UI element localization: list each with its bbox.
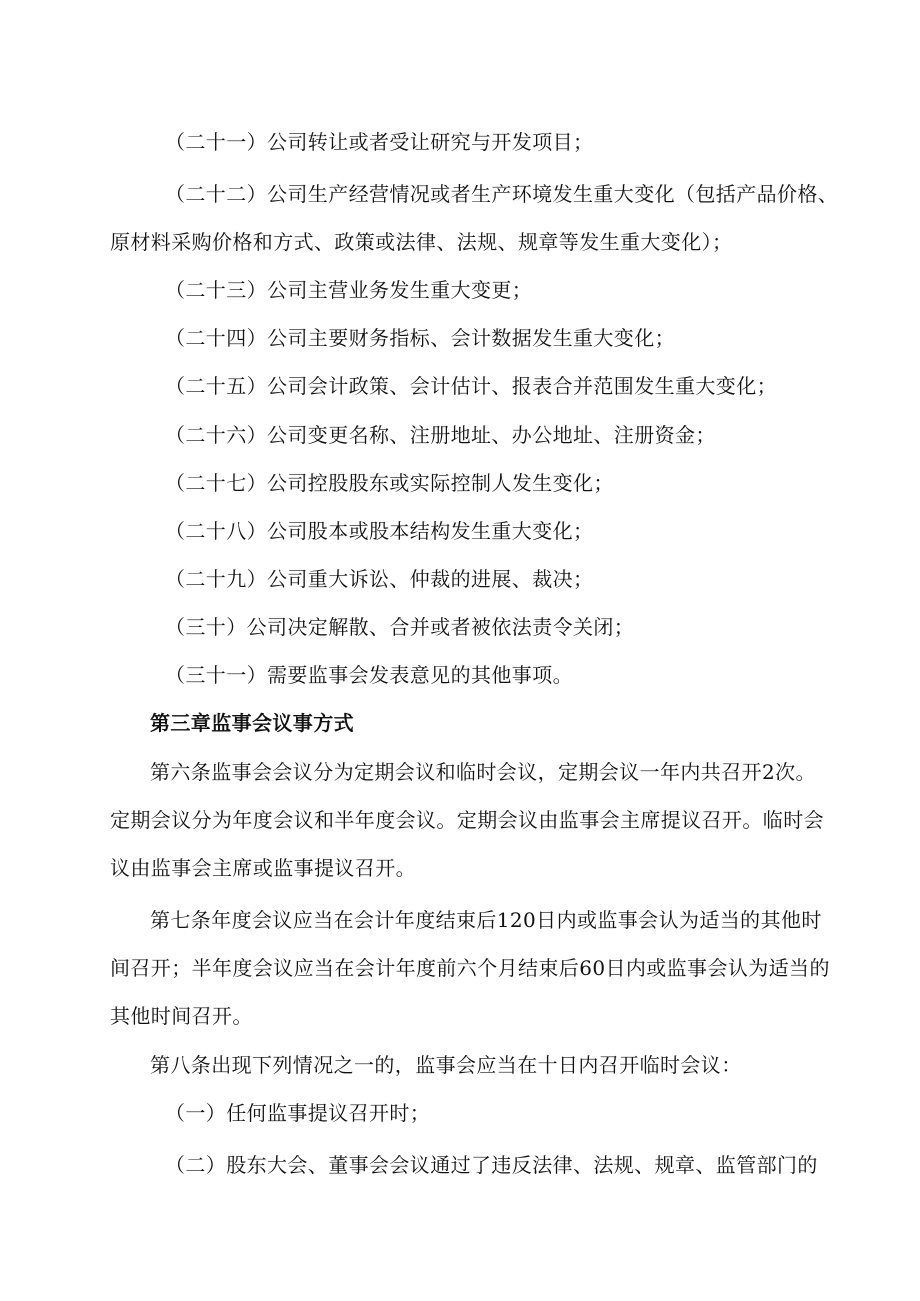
list-item: （三十一）需要监事会发表意见的其他事项。 xyxy=(165,663,573,687)
paragraph-line: 议由监事会主席或监事提议召开。 xyxy=(110,856,416,880)
paragraph-line: 第八条出现下列情况之一的，监事会应当在十日内召开临时会议： xyxy=(150,1053,742,1077)
paragraph-line: 定期会议分为年度会议和半年度会议。定期会议由监事会主席提议召开。临时会 xyxy=(110,808,824,832)
paragraph-line: 第六条监事会会议分为定期会议和临时会议，定期会议一年内共召开2次。 xyxy=(150,760,816,784)
paragraph-line: 间召开；半年度会议应当在会计年度前六个月结束后60日内或监事会认为适当的 xyxy=(110,956,830,980)
paragraph-line: 第七条年度会议应当在会计年度结束后120日内或监事会认为适当的其他时 xyxy=(150,908,822,932)
list-item: （二十九）公司重大诉讼、仲裁的进展、裁决； xyxy=(165,567,594,591)
list-item: （二十七）公司控股股东或实际控制人发生变化； xyxy=(165,471,614,495)
list-item: （二）股东大会、董事会会议通过了违反法律、法规、规章、监管部门的 xyxy=(165,1153,818,1177)
list-item-continuation: 原材料采购价格和方式、政策或法律、法规、规章等发生重大变化）； xyxy=(110,230,733,254)
list-item: （二十五）公司会计政策、会计估计、报表合并范围发生重大变化； xyxy=(165,374,777,398)
list-item: （二十八）公司股本或股本结构发生重大变化； xyxy=(165,519,594,543)
paragraph-line: 其他时间召开。 xyxy=(110,1004,253,1028)
list-item: （二十四）公司主要财务指标、会计数据发生重大变化； xyxy=(165,326,675,350)
list-item: （二十三）公司主营业务发生重大变更； xyxy=(165,278,533,302)
list-item: （一）任何监事提议召开时； xyxy=(165,1101,431,1125)
list-item: （二十六）公司变更名称、注册地址、办公地址、注册资金； xyxy=(165,423,716,447)
list-item: （三十）公司决定解散、合并或者被依法责令关闭； xyxy=(165,615,635,639)
chapter-heading: 第三章监事会议事方式 xyxy=(150,711,354,735)
list-item: （二十一）公司转让或者受让研究与开发项目； xyxy=(165,130,594,154)
list-item: （二十二）公司生产经营情况或者生产环境发生重大变化（包括产品价格、 xyxy=(165,182,839,206)
